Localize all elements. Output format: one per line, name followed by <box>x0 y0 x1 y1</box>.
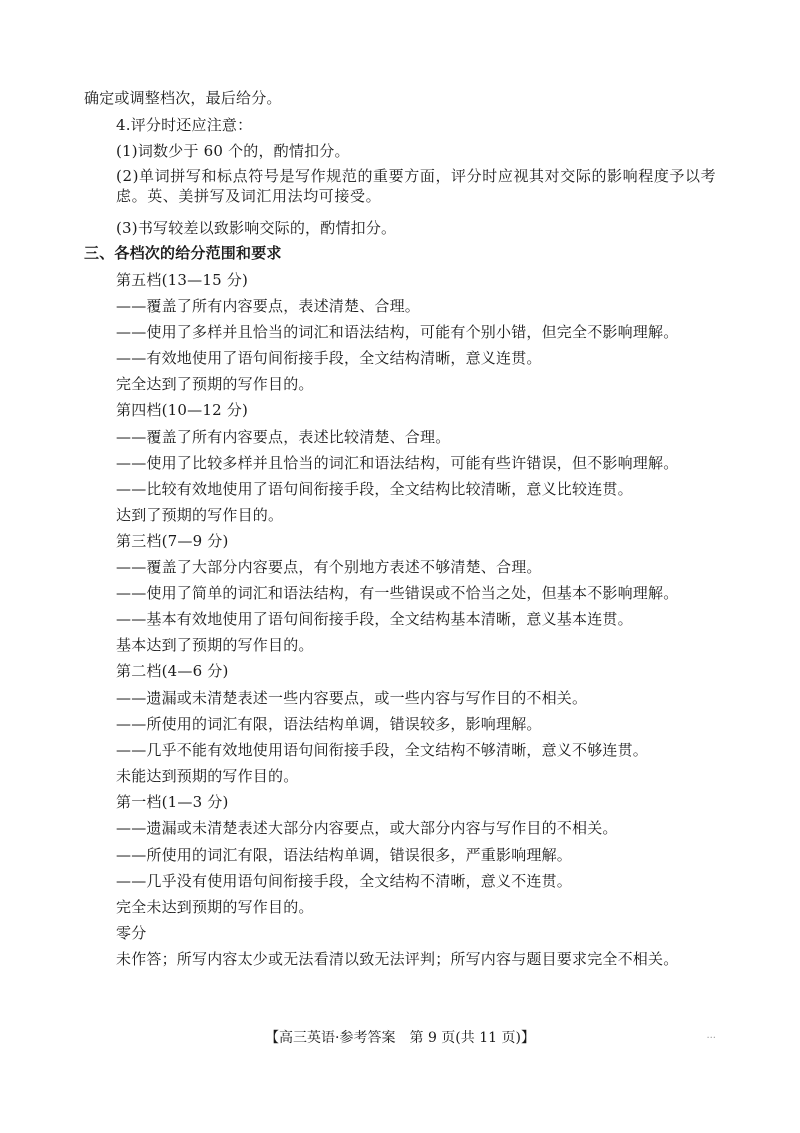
grade-heading: 第四档(10—12 分) <box>116 401 249 419</box>
grade-summary: 完全达到了预期的写作目的。 <box>116 375 314 393</box>
grade-heading: 第一档(1—3 分) <box>116 793 229 811</box>
criterion-line: 未作答；所写内容太少或无法看清以致无法评判；所写内容与题目要求完全不相关。 <box>116 950 679 968</box>
criterion-line: ——有效地使用了语句间衔接手段，全文结构清晰，意义连贯。 <box>116 349 542 367</box>
grade-heading: 第二档(4—6 分) <box>116 662 229 680</box>
criterion-line: ——遗漏或未清楚表述大部分内容要点，或大部分内容与写作目的不相关。 <box>116 819 618 837</box>
criterion-line: ——遗漏或未清楚表述一些内容要点，或一些内容与写作目的不相关。 <box>116 689 588 707</box>
criterion-line: ——覆盖了大部分内容要点，有个别地方表述不够清楚、合理。 <box>116 558 542 576</box>
text-line: (2)单词拼写和标点符号是写作规范的重要方面，评分时应视其对交际的影响程度予以考虑。英、美拼写及词汇用法均可接受。 <box>116 167 717 205</box>
criterion-line: ——覆盖了所有内容要点，表述比较清楚、合理。 <box>116 428 451 446</box>
section-heading: 三、各档次的给分范围和要求 <box>84 244 282 262</box>
corner-mark: ... <box>706 1030 716 1041</box>
criterion-line: ——几乎没有使用语句间衔接手段，全文结构不清晰，意义不连贯。 <box>116 872 573 890</box>
page-footer: 【高三英语·参考答案 第 9 页(共 11 页)】 <box>265 1030 535 1046</box>
grade-summary: 完全未达到预期的写作目的。 <box>116 898 314 916</box>
text-line: 确定或调整档次，最后给分。 <box>84 89 282 107</box>
grade-summary: 未能达到预期的写作目的。 <box>116 767 299 785</box>
criterion-line: ——覆盖了所有内容要点，表述清楚、合理。 <box>116 297 421 315</box>
text-line: 4.评分时还应注意： <box>116 116 253 134</box>
text-paragraph <box>116 166 720 206</box>
criterion-line: ——使用了多样并且恰当的词汇和语法结构，可能有个别小错，但完全不影响理解。 <box>116 323 679 341</box>
criterion-line: ——比较有效地使用了语句间衔接手段，全文结构比较清晰，意义比较连贯。 <box>116 480 633 498</box>
grade-heading: 第三档(7—9 分) <box>116 532 229 550</box>
criterion-line: ——所使用的词汇有限，语法结构单调，错误较多，影响理解。 <box>116 715 542 733</box>
criterion-line: ——几乎不能有效地使用语句间衔接手段，全文结构不够清晰，意义不够连贯。 <box>116 741 649 759</box>
text-line: (1)词数少于 60 个的，酌情扣分。 <box>116 142 350 160</box>
grade-summary: 达到了预期的写作目的。 <box>116 506 284 524</box>
text-line: (3)书写较差以致影响交际的，酌情扣分。 <box>116 219 397 237</box>
criterion-line: ——基本有效地使用了语句间衔接手段，全文结构基本清晰，意义基本连贯。 <box>116 610 633 628</box>
grade-heading: 第五档(13—15 分) <box>116 271 249 289</box>
criterion-line: ——使用了简单的词汇和语法结构，有一些错误或不恰当之处，但基本不影响理解。 <box>116 584 679 602</box>
criterion-line: ——所使用的词汇有限，语法结构单调，错误很多，严重影响理解。 <box>116 846 573 864</box>
criterion-line: ——使用了比较多样并且恰当的词汇和语法结构，可能有些许错误，但不影响理解。 <box>116 454 679 472</box>
grade-heading: 零分 <box>116 924 147 942</box>
grade-summary: 基本达到了预期的写作目的。 <box>116 636 314 654</box>
